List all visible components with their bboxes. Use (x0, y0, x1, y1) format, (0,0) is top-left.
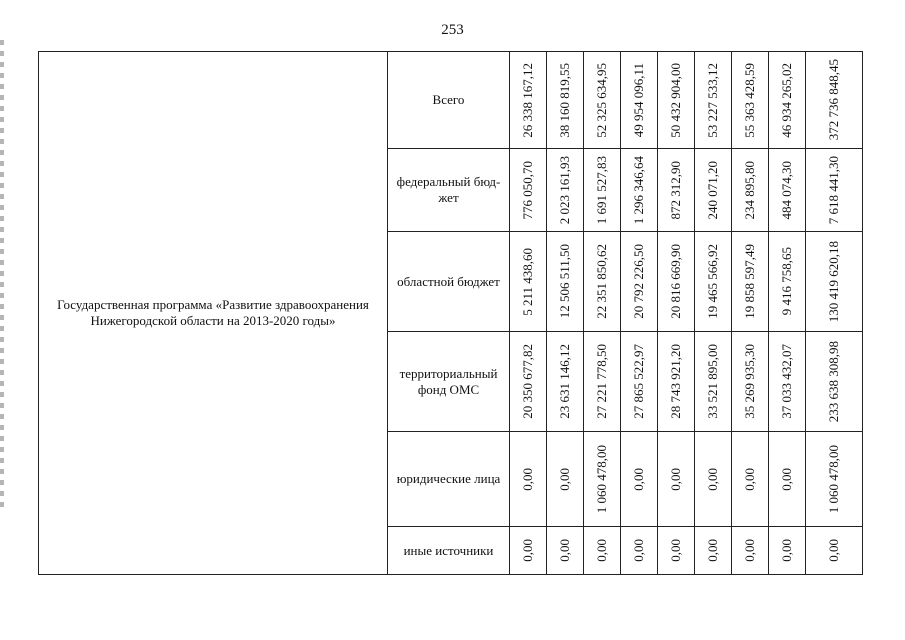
value-cell (547, 52, 584, 149)
funding-source-label: областной бюджет (397, 273, 500, 289)
value-cell-total (806, 232, 863, 332)
value-text: 52 325 634,95 (594, 62, 609, 138)
value-text: 20 816 669,90 (668, 244, 683, 319)
value-cell (658, 232, 695, 332)
value-cell (547, 432, 584, 527)
value-cell (547, 527, 584, 575)
value-cell (769, 332, 806, 432)
value-cell (621, 332, 658, 432)
value-text: 0,00 (594, 539, 609, 562)
value-text: 0,00 (631, 467, 646, 491)
value-cell (547, 232, 584, 332)
value-text: 50 432 904,00 (668, 62, 683, 138)
value-cell (584, 332, 621, 432)
value-text: 33 521 895,00 (705, 344, 720, 419)
value-text: 35 269 935,30 (742, 344, 757, 419)
value-cell (621, 149, 658, 232)
value-text: 5 211 438,60 (520, 247, 535, 316)
funding-source-cell (388, 432, 510, 527)
value-cell (695, 527, 732, 575)
value-text: 0,00 (668, 539, 683, 562)
value-cell (510, 232, 547, 332)
value-text: 0,00 (557, 467, 572, 491)
value-text: 0,00 (520, 467, 535, 491)
value-cell (658, 332, 695, 432)
value-text: 37 033 432,07 (779, 344, 794, 419)
value-cell (769, 527, 806, 575)
value-cell (732, 232, 769, 332)
scan-edge-artifact (0, 40, 4, 510)
value-text: 0,00 (557, 539, 572, 562)
value-text: 234 895,80 (742, 160, 757, 220)
funding-source-label: территориальный фонд ОМС (399, 365, 498, 397)
value-cell (695, 232, 732, 332)
value-cell (584, 232, 621, 332)
value-text: 0,00 (520, 539, 535, 562)
funding-source-label: иные источники (403, 542, 494, 558)
funding-source-cell (388, 149, 510, 232)
value-cell (510, 432, 547, 527)
value-text: 0,00 (742, 539, 757, 562)
value-cell (584, 432, 621, 527)
program-name-cell (39, 52, 388, 575)
funding-source-cell (388, 52, 510, 149)
funding-source-cell (388, 332, 510, 432)
value-text: 53 227 533,12 (705, 62, 720, 138)
value-cell (695, 332, 732, 432)
value-text: 26 338 167,12 (520, 62, 535, 138)
value-cell (547, 149, 584, 232)
funding-source-cell (388, 527, 510, 575)
value-text: 7 618 441,30 (826, 155, 841, 225)
page-number: 253 (441, 22, 464, 38)
value-text: 23 631 146,12 (557, 344, 572, 419)
value-cell (658, 52, 695, 149)
table-row (39, 52, 863, 149)
value-text: 0,00 (779, 539, 794, 562)
value-cell (732, 332, 769, 432)
value-text: 872 312,90 (668, 160, 683, 220)
value-text: 22 351 850,62 (594, 244, 609, 319)
value-cell (621, 52, 658, 149)
value-text: 1 060 478,00 (594, 444, 609, 514)
funding-source-label: Всего (432, 92, 465, 107)
budget-table (38, 51, 863, 575)
value-text: 1 691 527,83 (594, 155, 609, 225)
value-text: 27 865 522,97 (631, 344, 646, 419)
value-cell-total (806, 527, 863, 575)
value-cell (510, 149, 547, 232)
value-text: 9 416 758,65 (779, 247, 794, 316)
value-cell (584, 527, 621, 575)
value-text: 0,00 (705, 539, 720, 562)
value-text: 2 023 161,93 (557, 155, 572, 225)
funding-source-label: федеральный бюд-жет (396, 174, 501, 205)
value-text: 46 934 265,02 (779, 62, 794, 138)
value-cell (732, 52, 769, 149)
value-text: 0,00 (742, 467, 757, 491)
value-cell (695, 432, 732, 527)
value-cell (769, 232, 806, 332)
value-text: 20 792 226,50 (631, 244, 646, 319)
value-text: 19 858 597,49 (742, 244, 757, 319)
value-cell (510, 332, 547, 432)
value-text: 28 743 921,20 (668, 344, 683, 419)
value-cell (621, 527, 658, 575)
value-cell (621, 432, 658, 527)
value-text: 776 050,70 (520, 160, 535, 220)
value-cell (510, 527, 547, 575)
value-cell (658, 149, 695, 232)
value-text: 0,00 (779, 467, 794, 491)
value-text: 1 060 478,00 (826, 444, 841, 514)
value-cell-total (806, 332, 863, 432)
value-cell (769, 52, 806, 149)
value-text: 49 954 096,11 (631, 62, 646, 138)
value-text: 1 296 346,64 (631, 155, 646, 225)
value-text: 484 074,30 (779, 160, 794, 220)
value-cell (584, 149, 621, 232)
value-cell (695, 52, 732, 149)
value-cell (769, 432, 806, 527)
value-cell (658, 432, 695, 527)
value-text: 372 736 848,45 (826, 59, 841, 141)
value-text: 20 350 677,82 (520, 344, 535, 419)
value-cell-total (806, 52, 863, 149)
value-text: 0,00 (826, 539, 841, 562)
value-cell (769, 149, 806, 232)
value-text: 240 071,20 (705, 160, 720, 220)
value-text: 12 506 511,50 (557, 244, 572, 319)
value-cell (621, 232, 658, 332)
value-cell (547, 332, 584, 432)
value-text: 19 465 566,92 (705, 244, 720, 319)
value-text: 0,00 (705, 467, 720, 491)
value-text: 38 160 819,55 (557, 62, 572, 138)
value-text: 27 221 778,50 (594, 344, 609, 419)
value-cell-total (806, 149, 863, 232)
value-text: 233 638 308,98 (826, 340, 841, 423)
program-name: Государственная программа «Развитие здравоохранения Нижегородской области на 2013-2020 годы» (57, 297, 369, 328)
value-cell (658, 527, 695, 575)
value-text: 0,00 (631, 539, 646, 562)
value-cell (732, 432, 769, 527)
funding-source-cell (388, 232, 510, 332)
value-text: 55 363 428,59 (742, 62, 757, 138)
funding-source-label: юридические лица (396, 471, 501, 486)
value-cell (695, 149, 732, 232)
value-cell-total (806, 432, 863, 527)
value-cell (732, 527, 769, 575)
value-text: 130 419 620,18 (826, 240, 841, 323)
value-cell (732, 149, 769, 232)
value-cell (510, 52, 547, 149)
value-text: 0,00 (668, 467, 683, 491)
value-cell (584, 52, 621, 149)
